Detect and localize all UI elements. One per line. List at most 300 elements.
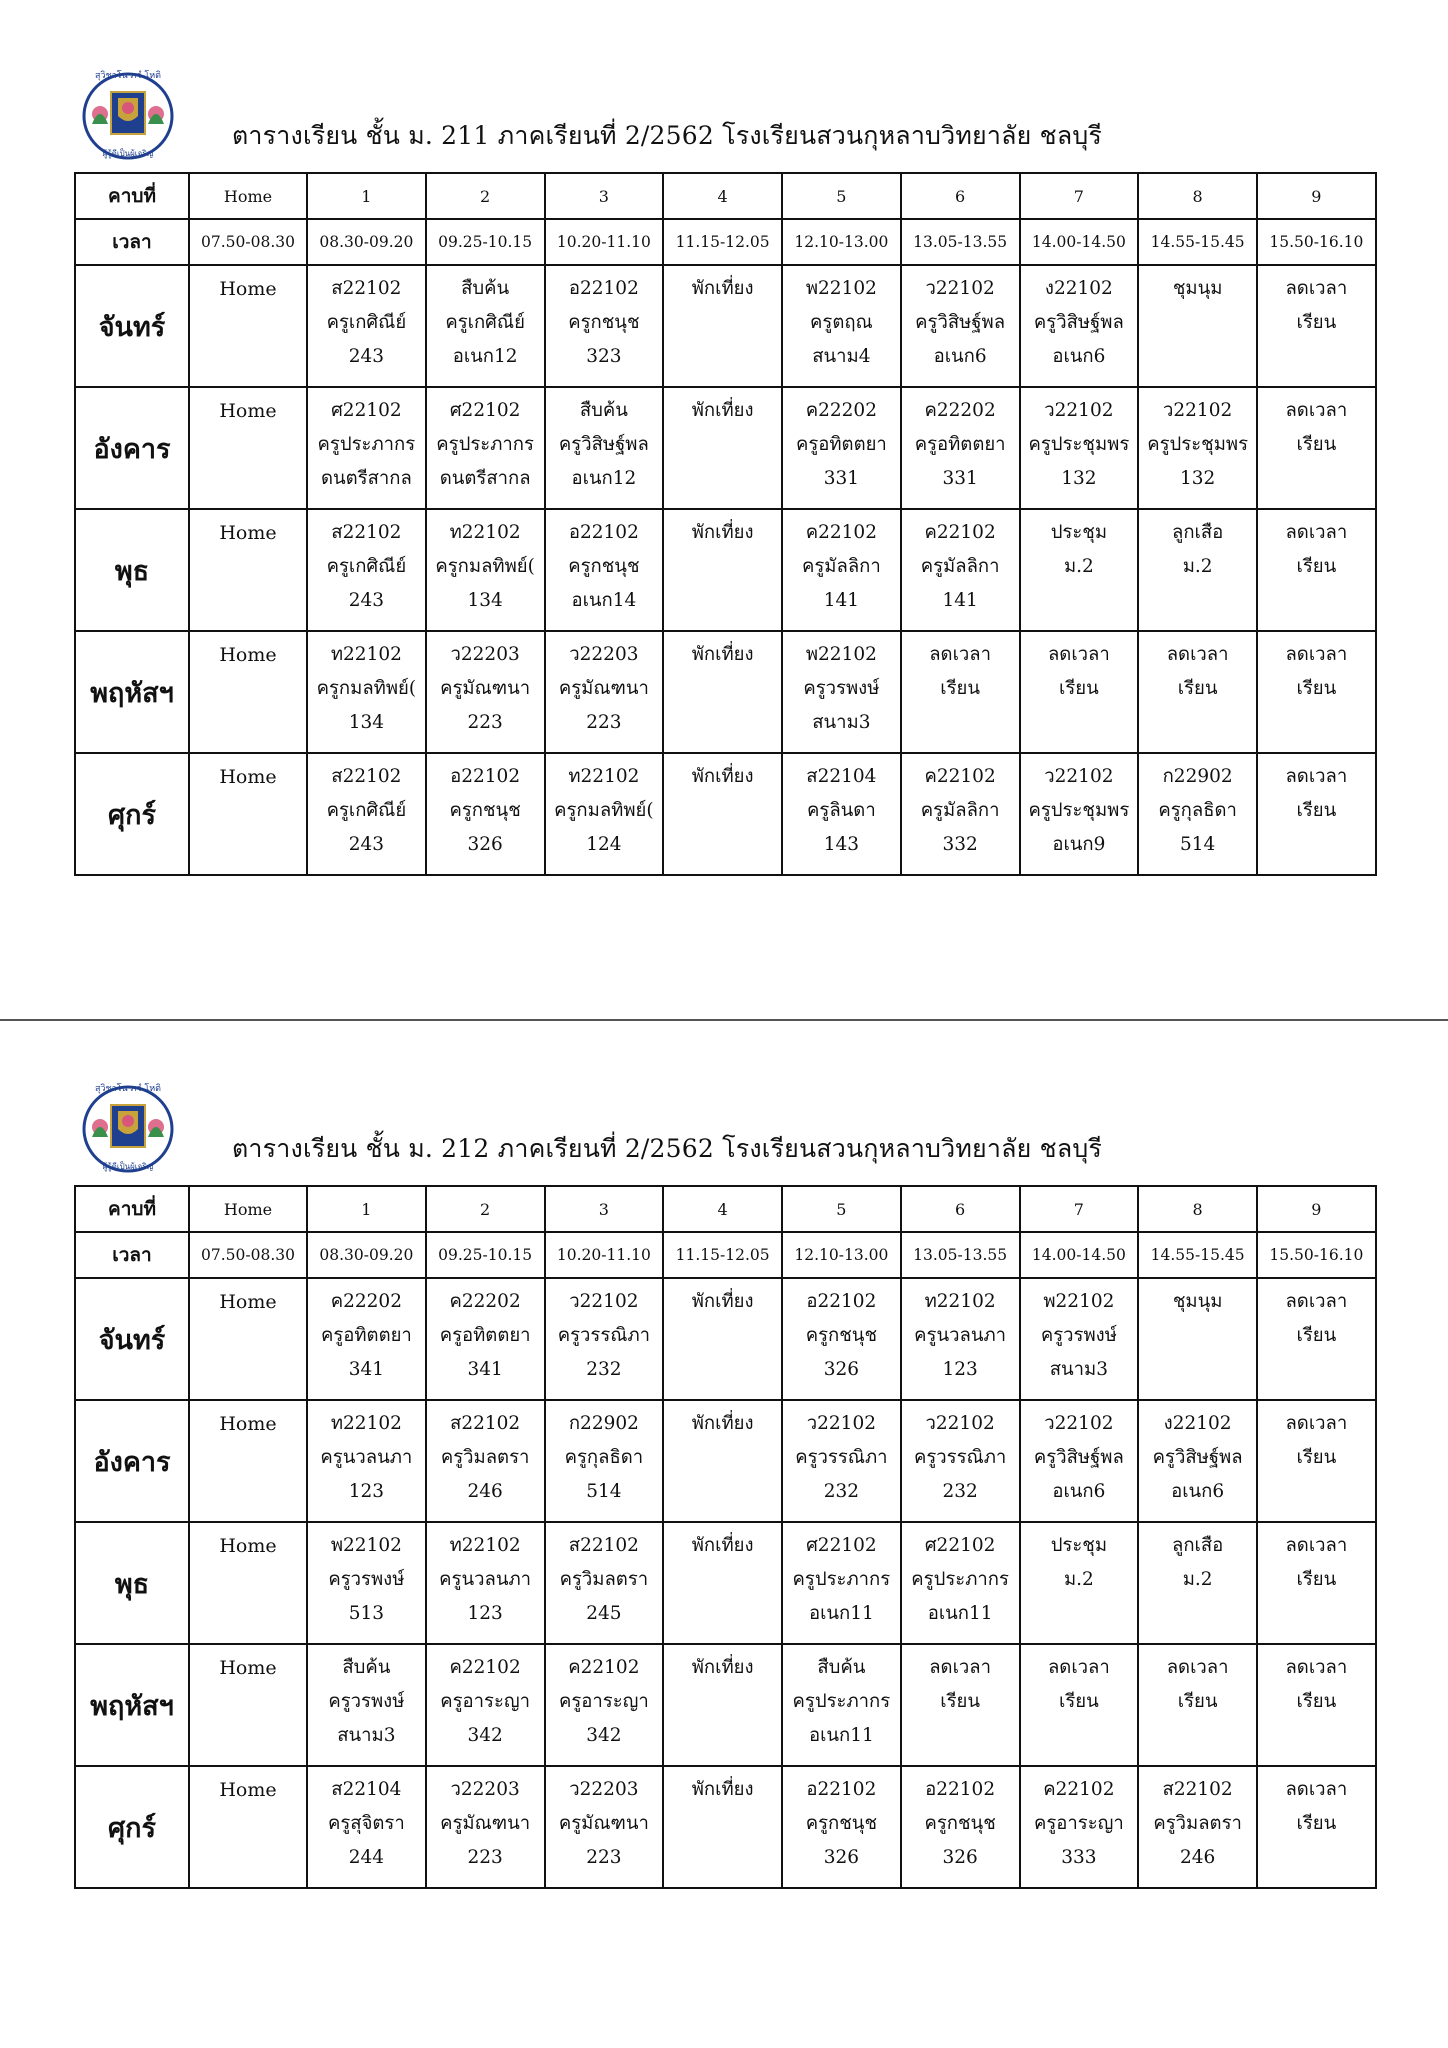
cell-line: 513 — [348, 1603, 385, 1624]
cell-line: ครูวิมลตรา — [1153, 1813, 1242, 1834]
cell-line: 326 — [823, 1359, 860, 1380]
schedule-cell — [1138, 1644, 1257, 1766]
cell-line: ส22102 — [331, 766, 402, 787]
logo-motto-top: สุวิชาโน ภวํ โหติ — [94, 71, 162, 81]
cell-line: Home — [219, 1779, 277, 1801]
cell-line: ครูนวลนภา — [439, 1569, 532, 1590]
cell-line: ครูกชนุช — [568, 312, 640, 333]
cell-line: เรียน — [1296, 556, 1337, 577]
cell-line: 331 — [823, 468, 860, 489]
cell-line: ม.2 — [1063, 556, 1094, 577]
logo-motto-bottom: ผู้รู้ดีเป็นผู้เจริญ — [102, 1162, 154, 1171]
cell-line: ว22102 — [569, 1291, 639, 1312]
time-slot: 13.05-13.55 — [901, 219, 1020, 265]
cell-line: พักเที่ยง — [691, 1291, 754, 1312]
schedule-cell — [545, 753, 664, 875]
schedule-cell — [901, 631, 1020, 753]
time-slot: 09.25-10.15 — [426, 219, 545, 265]
day-name: พฤหัสฯ — [75, 1644, 189, 1766]
schedule-cell — [663, 1644, 782, 1766]
day-name: พฤหัสฯ — [75, 631, 189, 753]
cell-line: ครูวรรณิภา — [795, 1447, 888, 1468]
cell-line: อเนก6 — [1052, 346, 1106, 367]
schedule-cell — [663, 631, 782, 753]
cell-line: 514 — [586, 1481, 622, 1502]
day-name: พุธ — [75, 1522, 189, 1644]
cell-line: อ22102 — [806, 1779, 877, 1800]
cell-line: ลดเวลา — [1166, 1657, 1229, 1678]
cell-line: 323 — [586, 346, 622, 367]
cell-line: 123 — [942, 1359, 978, 1380]
schedule-cell — [782, 1278, 901, 1400]
schedule-cell — [1257, 509, 1376, 631]
cell-line: ลูกเสือ — [1171, 1535, 1224, 1556]
cell-line: ท22102 — [568, 766, 640, 787]
day-name: อังคาร — [75, 1400, 189, 1522]
schedule-cell — [1020, 1644, 1139, 1766]
time-label: เวลา — [75, 219, 189, 265]
cell-line: ค22102 — [1043, 1779, 1115, 1800]
day-row — [75, 631, 1376, 753]
schedule-cell — [901, 1278, 1020, 1400]
cell-line: 332 — [942, 834, 978, 855]
cell-line: ม.2 — [1063, 1569, 1094, 1590]
cell-line: ชุมนุม — [1172, 1291, 1223, 1312]
schedule-cell — [1020, 1766, 1139, 1888]
schedule-cell — [545, 265, 664, 387]
schedule-cell — [307, 265, 426, 387]
cell-line: ครูอาระญา — [440, 1691, 531, 1712]
cell-line: อ22102 — [568, 522, 639, 543]
cell-line: ครูเกศิณีย์ — [445, 312, 525, 333]
cell-line: ค22202 — [330, 1291, 402, 1312]
cell-line: พักเที่ยง — [691, 1413, 754, 1434]
cell-line: 246 — [467, 1481, 503, 1502]
cell-line: ครูวรพงษ์ — [803, 678, 880, 699]
period-number: 7 — [1020, 1186, 1139, 1232]
cell-line: เรียน — [1059, 1691, 1099, 1712]
time-slot: 13.05-13.55 — [901, 1232, 1020, 1278]
time-slot: 15.50-16.10 — [1257, 219, 1376, 265]
schedule-header — [74, 62, 1376, 172]
cell-line: พ22102 — [1043, 1291, 1115, 1312]
period-number: 1 — [307, 173, 426, 219]
schedule-cell — [663, 753, 782, 875]
cell-line: ครูประภากร — [792, 1569, 891, 1590]
cell-line: ว22102 — [1044, 400, 1114, 421]
cell-line: ท22102 — [449, 522, 521, 543]
school-logo-icon — [78, 64, 178, 164]
cell-line: ครูประชุมพร — [1028, 800, 1130, 821]
cell-line: เรียน — [940, 678, 980, 699]
cell-line: ค22202 — [805, 400, 877, 421]
schedule-cell — [307, 509, 426, 631]
cell-line: 243 — [348, 834, 385, 855]
period-number: 9 — [1257, 1186, 1376, 1232]
cell-line: ครูประชุมพร — [1147, 434, 1249, 455]
cell-line: ครูวรพงษ์ — [328, 1569, 405, 1590]
cell-line: ลดเวลา — [1285, 1657, 1348, 1678]
cell-line: ครูวิสิษฐ์พล — [1033, 312, 1124, 333]
period-number: 4 — [663, 1186, 782, 1232]
cell-line: พักเที่ยง — [691, 1535, 754, 1556]
cell-line: 342 — [467, 1725, 503, 1746]
time-slot: 14.00-14.50 — [1020, 219, 1139, 265]
cell-line: ครูประภากร — [911, 1569, 1009, 1590]
cell-line: ศ22102 — [331, 400, 402, 421]
cell-line: 223 — [586, 712, 622, 733]
cell-line: อเนก11 — [808, 1725, 874, 1746]
schedule-cell — [189, 387, 307, 509]
cell-line: 514 — [1179, 834, 1216, 855]
cell-line: ลดเวลา — [1285, 522, 1348, 543]
period-number: 5 — [782, 173, 901, 219]
cell-line: เรียน — [1177, 1691, 1218, 1712]
schedule-cell — [189, 509, 307, 631]
cell-line: ครูอาระญา — [1033, 1813, 1124, 1834]
cell-line: 143 — [823, 834, 860, 855]
cell-line: สืบค้น — [342, 1657, 391, 1678]
cell-line: ครูกชนุช — [924, 1813, 996, 1834]
day-name: อังคาร — [75, 387, 189, 509]
time-slot: 14.55-15.45 — [1138, 219, 1257, 265]
cell-line: 243 — [348, 590, 385, 611]
schedule-block — [74, 1075, 1376, 1889]
cell-line: ครูมัลลิกา — [920, 556, 1000, 577]
time-row — [75, 1232, 1376, 1278]
schedule-cell — [545, 509, 664, 631]
schedule-title: ตารางเรียน ชั้น ม. 212 ภาคเรียนที่ 2/2562 โรงเรียนสวนกุหลาบวิทยาลัย ชลบุรี — [232, 1134, 1103, 1163]
cell-line: สนาม3 — [1049, 1359, 1109, 1380]
cell-line: ว22102 — [1044, 766, 1114, 787]
cell-line: ก22902 — [1162, 766, 1233, 787]
cell-line: ลดเวลา — [1285, 278, 1348, 299]
cell-line: พักเที่ยง — [691, 400, 754, 421]
cell-line: เรียน — [1296, 1691, 1337, 1712]
cell-line: อเนก9 — [1052, 834, 1106, 855]
time-slot: 08.30-09.20 — [307, 219, 426, 265]
cell-line: ศ22102 — [806, 1535, 877, 1556]
cell-line: ลดเวลา — [1285, 1413, 1348, 1434]
cell-line: 223 — [586, 1847, 622, 1868]
schedule-cell — [1138, 753, 1257, 875]
schedule-cell — [782, 1522, 901, 1644]
schedule-cell — [901, 387, 1020, 509]
cell-line: อเนก14 — [571, 590, 637, 611]
cell-line: 123 — [467, 1603, 503, 1624]
schedule-block — [74, 62, 1376, 876]
cell-line: 123 — [348, 1481, 385, 1502]
cell-line: ครูประชุมพร — [1028, 434, 1130, 455]
day-row — [75, 265, 1376, 387]
cell-line: ลดเวลา — [929, 644, 992, 665]
cell-line: เรียน — [1059, 678, 1099, 699]
schedule-cell — [1257, 265, 1376, 387]
day-row — [75, 753, 1376, 875]
day-row — [75, 1766, 1376, 1888]
cell-line: Home — [219, 766, 277, 788]
cell-line: ชุมนุม — [1172, 278, 1223, 299]
cell-line: ครูมัณฑนา — [558, 1813, 649, 1834]
schedule-cell — [189, 1522, 307, 1644]
schedule-cell — [545, 1278, 664, 1400]
cell-line: ครูกมลทิพย์( — [554, 800, 654, 821]
page-divider — [0, 1019, 1448, 1021]
cell-line: ครูวรพงษ์ — [328, 1691, 405, 1712]
time-slot: 11.15-12.05 — [663, 1232, 782, 1278]
cell-line: เรียน — [1296, 1569, 1337, 1590]
cell-line: ครูกุลธิดา — [564, 1447, 644, 1468]
cell-line: ครูวิสิษฐ์พล — [1152, 1447, 1243, 1468]
period-number: 6 — [901, 1186, 1020, 1232]
cell-line: ครูกุลธิดา — [1158, 800, 1237, 821]
day-row — [75, 1644, 1376, 1766]
cell-line: 326 — [942, 1847, 978, 1868]
time-slot: 07.50-08.30 — [189, 219, 307, 265]
cell-line: ครูประภากร — [436, 434, 534, 455]
time-slot: 10.20-11.10 — [545, 1232, 664, 1278]
cell-line: ครูมัณฑนา — [558, 678, 649, 699]
day-row — [75, 509, 1376, 631]
cell-line: ท22102 — [924, 1291, 996, 1312]
cell-line: Home — [219, 1413, 277, 1435]
cell-line: ครูวิสิษฐ์พล — [558, 434, 649, 455]
schedule-cell — [426, 509, 545, 631]
cell-line: เรียน — [1177, 678, 1218, 699]
schedule-cell — [307, 1644, 426, 1766]
cell-line: Home — [219, 644, 277, 666]
time-slot: 14.55-15.45 — [1138, 1232, 1257, 1278]
cell-line: ว22203 — [569, 1779, 639, 1800]
time-slot: 11.15-12.05 — [663, 219, 782, 265]
schedule-cell — [901, 753, 1020, 875]
schedule-cell — [1020, 509, 1139, 631]
cell-line: 341 — [467, 1359, 503, 1380]
cell-line: อเนก11 — [927, 1603, 993, 1624]
cell-line: ครูวรพงษ์ — [1040, 1325, 1117, 1346]
period-number: 4 — [663, 173, 782, 219]
period-number: 6 — [901, 173, 1020, 219]
period-number: 8 — [1138, 1186, 1257, 1232]
cell-line: ครูอาระญา — [558, 1691, 649, 1712]
cell-line: 223 — [467, 1847, 503, 1868]
cell-line: สืบค้น — [579, 400, 628, 421]
cell-line: Home — [219, 278, 277, 300]
time-slot: 08.30-09.20 — [307, 1232, 426, 1278]
schedule-table — [74, 1185, 1377, 1889]
schedule-cell — [426, 1278, 545, 1400]
cell-line: ท22102 — [330, 644, 402, 665]
cell-line: ครูกชนุช — [805, 1813, 878, 1834]
cell-line: 326 — [823, 1847, 860, 1868]
cell-line: อเนก12 — [452, 346, 518, 367]
cell-line: ค22102 — [924, 522, 996, 543]
period-number: 8 — [1138, 173, 1257, 219]
cell-line: ครูกชนุช — [568, 556, 640, 577]
period-label: คาบที่ — [75, 173, 189, 219]
cell-line: ค22202 — [449, 1291, 521, 1312]
schedule-cell — [1257, 753, 1376, 875]
schedule-cell — [782, 753, 901, 875]
school-logo-icon — [78, 1077, 178, 1177]
cell-line: พักเที่ยง — [691, 766, 754, 787]
period-number: Home — [189, 1186, 307, 1232]
cell-line: อ22102 — [568, 278, 639, 299]
cell-line: สืบค้น — [817, 1657, 866, 1678]
logo-motto-bottom: ผู้รู้ดีเป็นผู้เจริญ — [102, 149, 154, 158]
cell-line: สนาม3 — [337, 1725, 396, 1746]
schedule-cell — [782, 387, 901, 509]
schedule-cell — [189, 753, 307, 875]
cell-line: เรียน — [1296, 1813, 1337, 1834]
period-number: 1 — [307, 1186, 426, 1232]
cell-line: ครูเกศิณีย์ — [326, 556, 407, 577]
cell-line: ว22102 — [806, 1413, 876, 1434]
cell-line: 223 — [467, 712, 503, 733]
cell-line: พักเที่ยง — [691, 1779, 754, 1800]
time-slot: 12.10-13.00 — [782, 219, 901, 265]
cell-line: ครูอทิตตยา — [439, 1325, 531, 1346]
cell-line: Home — [219, 1535, 277, 1557]
cell-line: ครูวรรณิภา — [557, 1325, 651, 1346]
schedule-cell — [782, 1766, 901, 1888]
cell-line: ส22102 — [450, 1413, 521, 1434]
cell-line: ครูเกศิณีย์ — [326, 312, 407, 333]
period-row — [75, 1186, 1376, 1232]
cell-line: ค22102 — [568, 1657, 640, 1678]
cell-line: ลูกเสือ — [1171, 522, 1224, 543]
cell-line: ครูอทิตตยา — [320, 1325, 412, 1346]
cell-line: ครูนวลนภา — [914, 1325, 1007, 1346]
logo-motto-top: สุวิชาโน ภวํ โหติ — [94, 1084, 162, 1094]
schedule-cell — [1257, 387, 1376, 509]
schedule-cell — [1257, 631, 1376, 753]
schedule-cell — [1257, 1766, 1376, 1888]
schedule-cell — [663, 1400, 782, 1522]
cell-line: 132 — [1179, 468, 1216, 489]
cell-line: อ22102 — [925, 1779, 996, 1800]
schedule-cell — [1020, 265, 1139, 387]
schedule-cell — [545, 1522, 664, 1644]
cell-line: ลดเวลา — [1047, 1657, 1110, 1678]
cell-line: ส22104 — [806, 766, 877, 787]
cell-line: พักเที่ยง — [691, 1657, 754, 1678]
schedule-cell — [663, 1522, 782, 1644]
schedule-cell — [307, 1522, 426, 1644]
cell-line: พักเที่ยง — [691, 644, 754, 665]
time-slot: 07.50-08.30 — [189, 1232, 307, 1278]
schedule-cell — [1138, 1766, 1257, 1888]
schedule-header — [74, 1075, 1376, 1185]
schedule-cell — [189, 1278, 307, 1400]
cell-line: 341 — [348, 1359, 385, 1380]
schedule-cell — [1020, 753, 1139, 875]
cell-line: ว22102 — [925, 1413, 995, 1434]
time-slot: 09.25-10.15 — [426, 1232, 545, 1278]
schedule-cell — [1138, 265, 1257, 387]
cell-line: ว22102 — [1163, 400, 1233, 421]
cell-line: ครูกมลทิพย์( — [316, 678, 417, 699]
cell-line: ค22202 — [924, 400, 996, 421]
time-label: เวลา — [75, 1232, 189, 1278]
schedule-cell — [1020, 1278, 1139, 1400]
schedule-cell — [307, 1400, 426, 1522]
cell-line: ส22104 — [331, 1779, 402, 1800]
schedule-cell — [545, 1766, 664, 1888]
cell-line: ลดเวลา — [1047, 644, 1110, 665]
day-name: ศุกร์ — [75, 1766, 189, 1888]
schedule-cell — [782, 1644, 901, 1766]
day-row — [75, 1400, 1376, 1522]
time-slot: 10.20-11.10 — [545, 219, 664, 265]
cell-line: ลดเวลา — [1285, 766, 1348, 787]
cell-line: ว22102 — [925, 278, 995, 299]
schedule-cell — [426, 387, 545, 509]
schedule-cell — [663, 1278, 782, 1400]
cell-line: เรียน — [1296, 1325, 1337, 1346]
cell-line: ครูวิมลตรา — [440, 1447, 530, 1468]
cell-line: 141 — [823, 590, 860, 611]
cell-line: ศ22102 — [924, 1535, 996, 1556]
schedule-cell — [307, 387, 426, 509]
schedule-cell — [901, 1400, 1020, 1522]
schedule-cell — [663, 1766, 782, 1888]
cell-line: ประชุม — [1050, 1535, 1108, 1556]
period-number: 9 — [1257, 173, 1376, 219]
schedule-cell — [307, 1278, 426, 1400]
cell-line: ครูลินดา — [807, 800, 876, 821]
cell-line: 232 — [942, 1481, 978, 1502]
cell-line: อ22102 — [806, 1291, 877, 1312]
cell-line: ว22203 — [450, 644, 520, 665]
cell-line: ครูมัลลิกา — [920, 800, 1000, 821]
time-row — [75, 219, 1376, 265]
schedule-cell — [782, 265, 901, 387]
schedule-cell — [426, 631, 545, 753]
day-row — [75, 1278, 1376, 1400]
schedule-cell — [1138, 387, 1257, 509]
schedule-cell — [426, 1644, 545, 1766]
cell-line: Home — [219, 1657, 277, 1679]
cell-line: ว22102 — [1044, 1413, 1114, 1434]
schedule-cell — [1138, 1400, 1257, 1522]
schedule-cell — [545, 1400, 664, 1522]
cell-line: 244 — [348, 1847, 385, 1868]
cell-line: ว22203 — [569, 644, 639, 665]
cell-line: เรียน — [1296, 800, 1337, 821]
cell-line: Home — [219, 400, 277, 422]
cell-line: ครูสุจิตรา — [327, 1813, 405, 1834]
cell-line: ว22203 — [450, 1779, 520, 1800]
cell-line: ม.2 — [1182, 556, 1213, 577]
schedule-table — [74, 172, 1377, 876]
cell-line: พ22102 — [330, 1535, 402, 1556]
cell-line: ลดเวลา — [1285, 1291, 1348, 1312]
cell-line: ครูมัณฑนา — [440, 1813, 531, 1834]
cell-line: ส22102 — [1162, 1779, 1233, 1800]
cell-line: ลดเวลา — [1285, 644, 1348, 665]
cell-line: ครูกชนุช — [805, 1325, 878, 1346]
schedule-cell — [901, 509, 1020, 631]
cell-line: 134 — [348, 712, 385, 733]
schedule-cell — [1020, 1522, 1139, 1644]
schedule-cell — [307, 1766, 426, 1888]
period-label: คาบที่ — [75, 1186, 189, 1232]
cell-line: ม.2 — [1182, 1569, 1213, 1590]
schedule-cell — [1138, 509, 1257, 631]
schedule-cell — [426, 1766, 545, 1888]
cell-line: ท22102 — [449, 1535, 521, 1556]
